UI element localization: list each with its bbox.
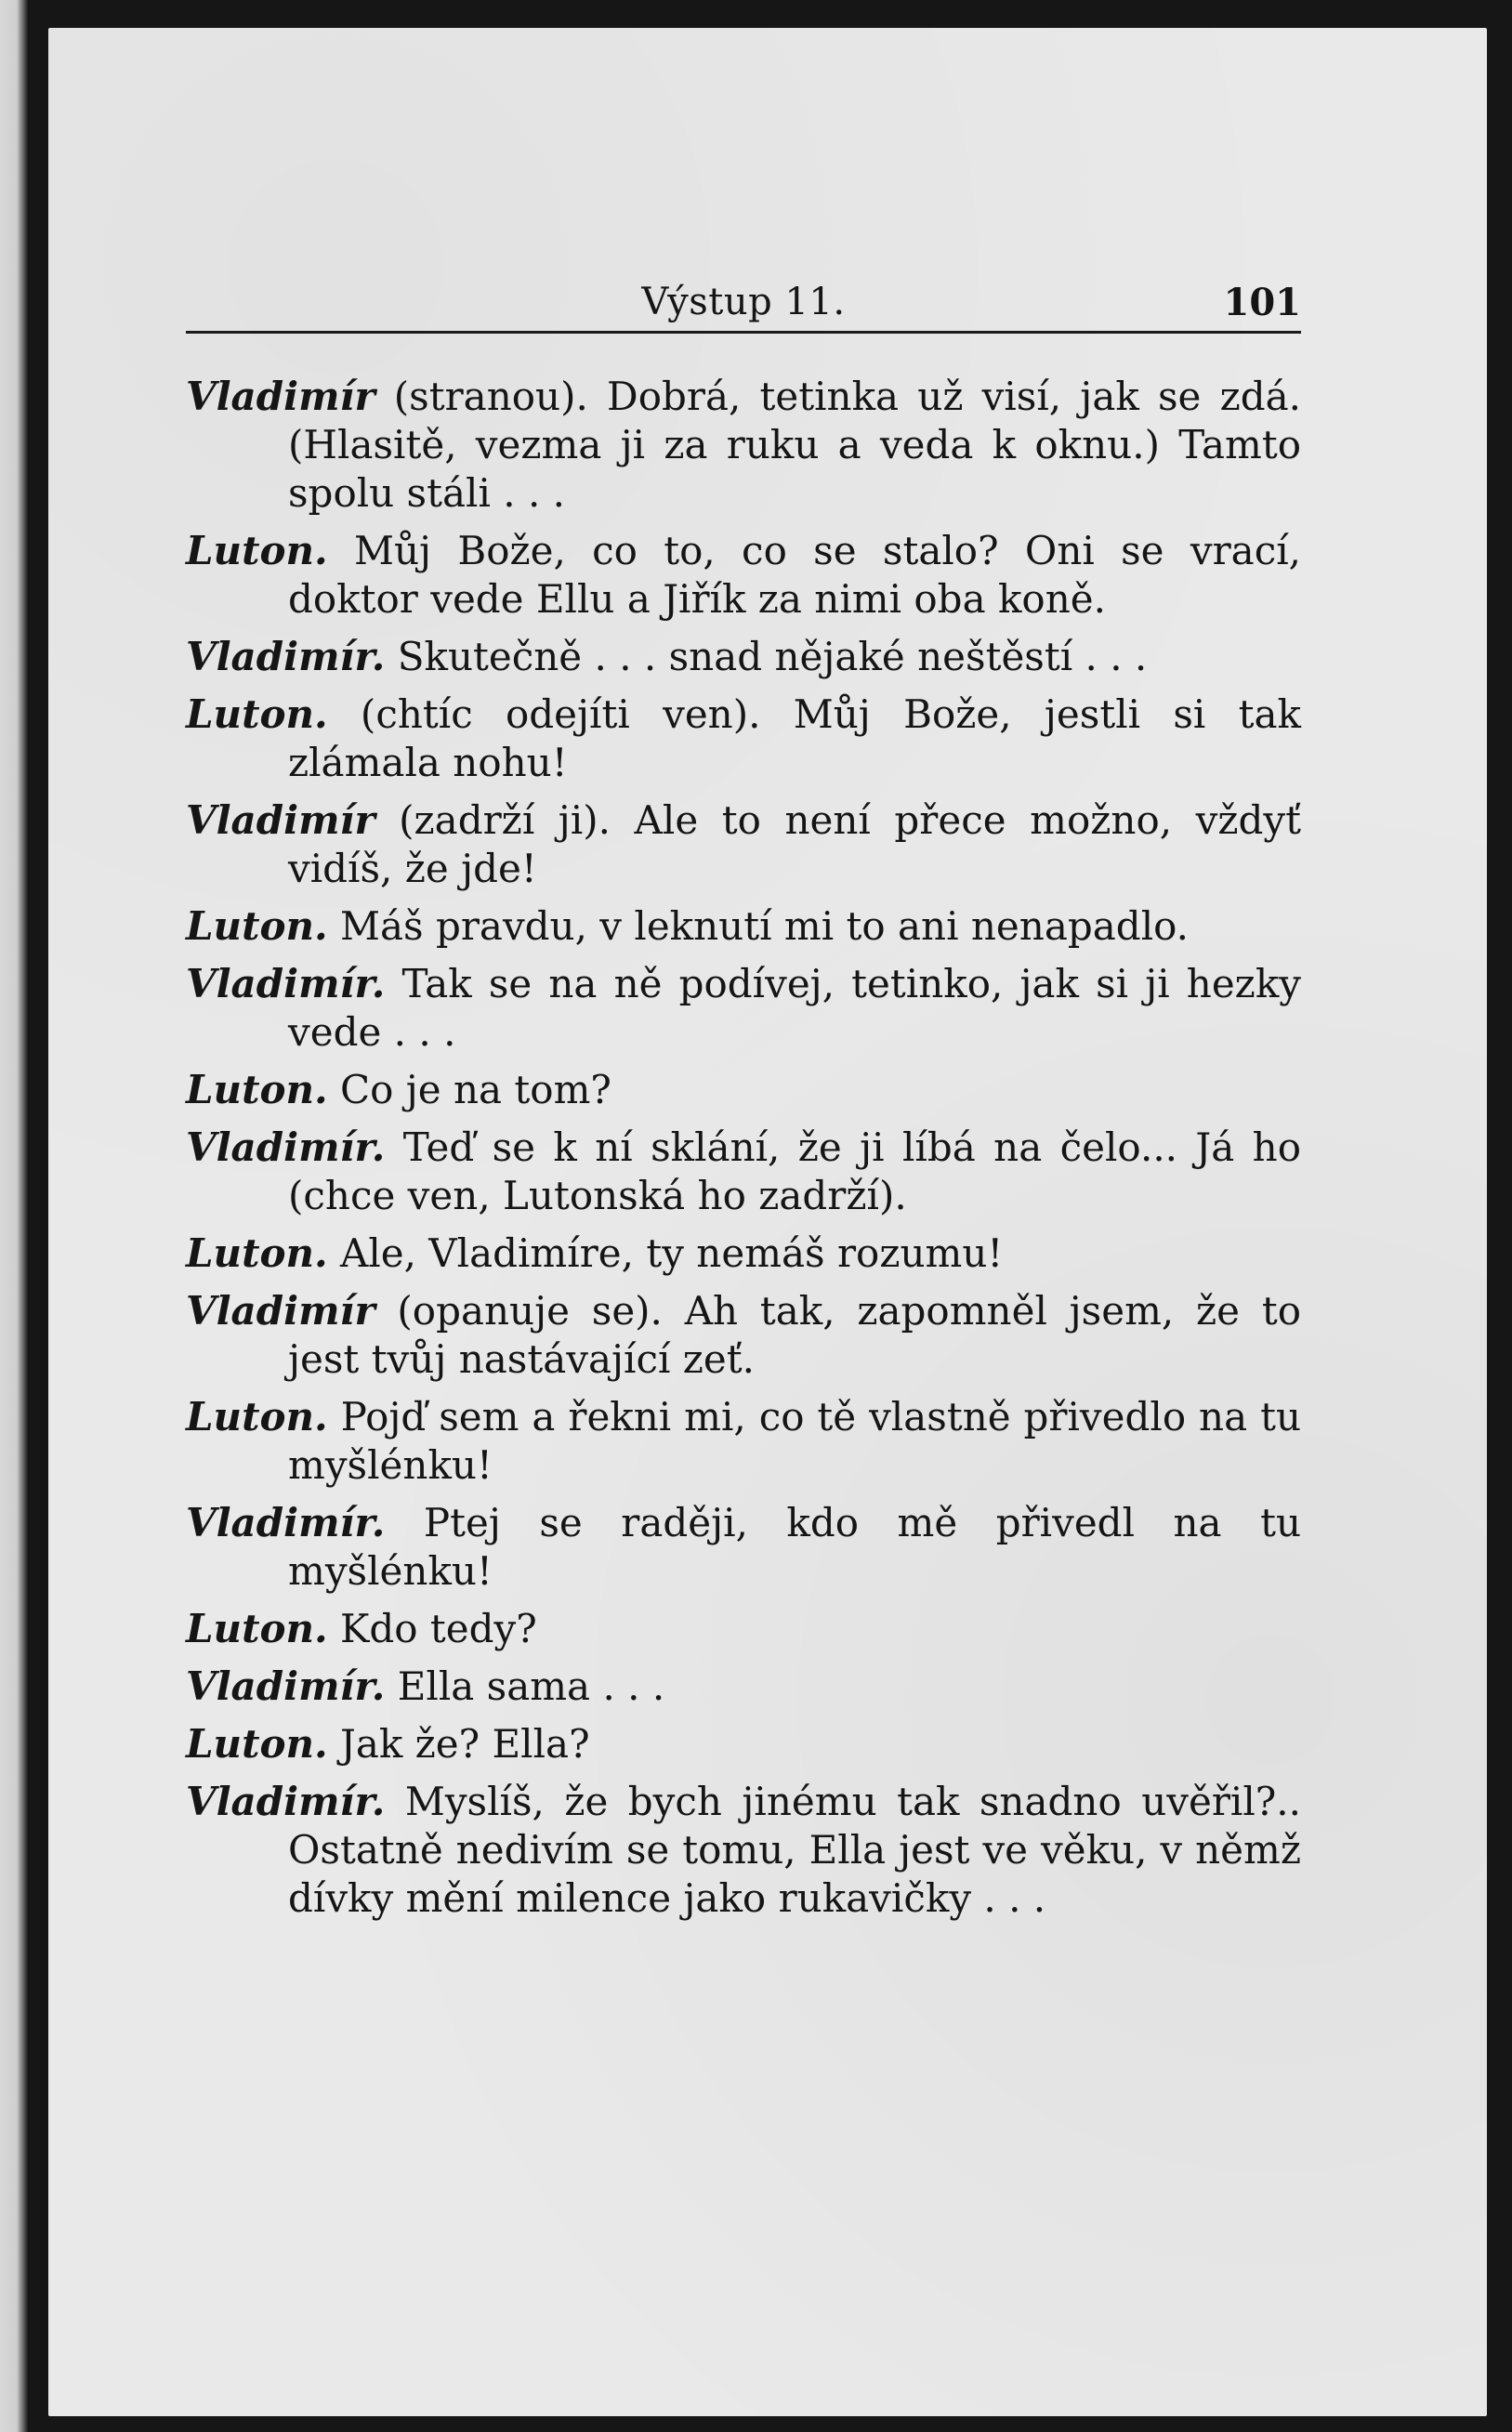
speech-text: Pojď sem a řekni mi, co tě vlastně přivedlo na tu myšlénku! [288, 1394, 1301, 1488]
running-head [186, 269, 1301, 331]
speech [186, 1393, 1301, 1490]
speaker-name: Vladimír. [186, 1779, 386, 1824]
speaker-name: Vladimír. [186, 1124, 386, 1170]
speech-text: Teď se k ní sklání, že ji líbá na čelo... Já ho (chce ven, Lutonská ho zadrží). [288, 1124, 1301, 1218]
speaker-name: Luton. [186, 903, 328, 949]
speaker-name: Luton. [186, 1230, 328, 1276]
speech [186, 1124, 1301, 1220]
speech [186, 527, 1301, 624]
speech-text: Myslíš, že bych jinému tak snadno uvěřil?.. Ostatně nedivím se tomu, Ella jest ve věku, v němž dívky mění milence jako rukavičky . . . [288, 1779, 1301, 1921]
speaker-name: Vladimír [186, 797, 375, 843]
speaker-name: Luton. [186, 1394, 328, 1439]
speech-text: (zadrží ji). Ale to není přece možno, vždyť vidíš, že jde! [288, 797, 1301, 891]
speech [186, 1663, 1301, 1711]
speech [186, 960, 1301, 1057]
speech [186, 633, 1301, 681]
speech [186, 690, 1301, 787]
speech-text: Kdo tedy? [327, 1606, 537, 1651]
speaker-name: Luton. [186, 1067, 328, 1112]
speech [186, 1229, 1301, 1278]
speaker-name: Vladimír. [186, 1500, 386, 1545]
speech [186, 902, 1301, 951]
speech [186, 796, 1301, 893]
speaker-name: Luton. [186, 528, 328, 573]
speech-text: Můj Bože, co to, co se stalo? Oni se vrací, doktor vede Ellu a Jiřík za nimi oba koně. [288, 528, 1301, 622]
speech [186, 1499, 1301, 1596]
speaker-name: Vladimír. [186, 634, 386, 679]
page-content [186, 269, 1301, 1932]
speaker-name: Vladimír [186, 374, 375, 419]
section-title: Výstup 11. [641, 281, 846, 323]
speaker-name: Luton. [186, 691, 328, 737]
speech-text: (chtíc odejíti ven). Můj Bože, jestli si tak zlámala nohu! [288, 691, 1301, 785]
speech-text: Ella sama . . . [385, 1663, 665, 1709]
speech-text: Ale, Vladimíre, ty nemáš rozumu! [327, 1230, 1004, 1276]
speech-text: (opanuje se). Ah tak, zapomněl jsem, že to jest tvůj nastávající zeť. [288, 1288, 1301, 1382]
speech-text: Tak se na ně podívej, tetinko, jak si ji hezky vede . . . [288, 961, 1301, 1055]
speech-text: Jak že? Ella? [327, 1721, 590, 1767]
speech [186, 1287, 1301, 1384]
speech-text: (stranou). Dobrá, tetinka už visí, jak se zdá. (Hlasitě, vezma ji za ruku a veda k oknu.) Tamto spolu stáli . . . [288, 374, 1301, 516]
speech [186, 1605, 1301, 1653]
speech [186, 1720, 1301, 1768]
header-rule [186, 331, 1301, 334]
speaker-name: Luton. [186, 1721, 328, 1767]
speech-text: Co je na tom? [327, 1067, 611, 1112]
page-number: 101 [1223, 281, 1301, 324]
adjacent-page-edge [0, 0, 28, 2432]
speaker-name: Vladimír [186, 1288, 375, 1334]
speaker-name: Vladimír. [186, 961, 386, 1006]
speaker-name: Vladimír. [186, 1663, 386, 1709]
speech-text: Skutečně . . . snad nějaké neštěstí . . . [385, 634, 1148, 679]
speech [186, 373, 1301, 518]
speaker-name: Luton. [186, 1606, 328, 1651]
speech-text: Máš pravdu, v leknutí mi to ani nenapadlo. [327, 903, 1190, 949]
speech-text: Ptej se raději, kdo mě přivedl na tu myšlénku! [288, 1500, 1301, 1594]
speech [186, 1066, 1301, 1114]
speech [186, 1778, 1301, 1923]
